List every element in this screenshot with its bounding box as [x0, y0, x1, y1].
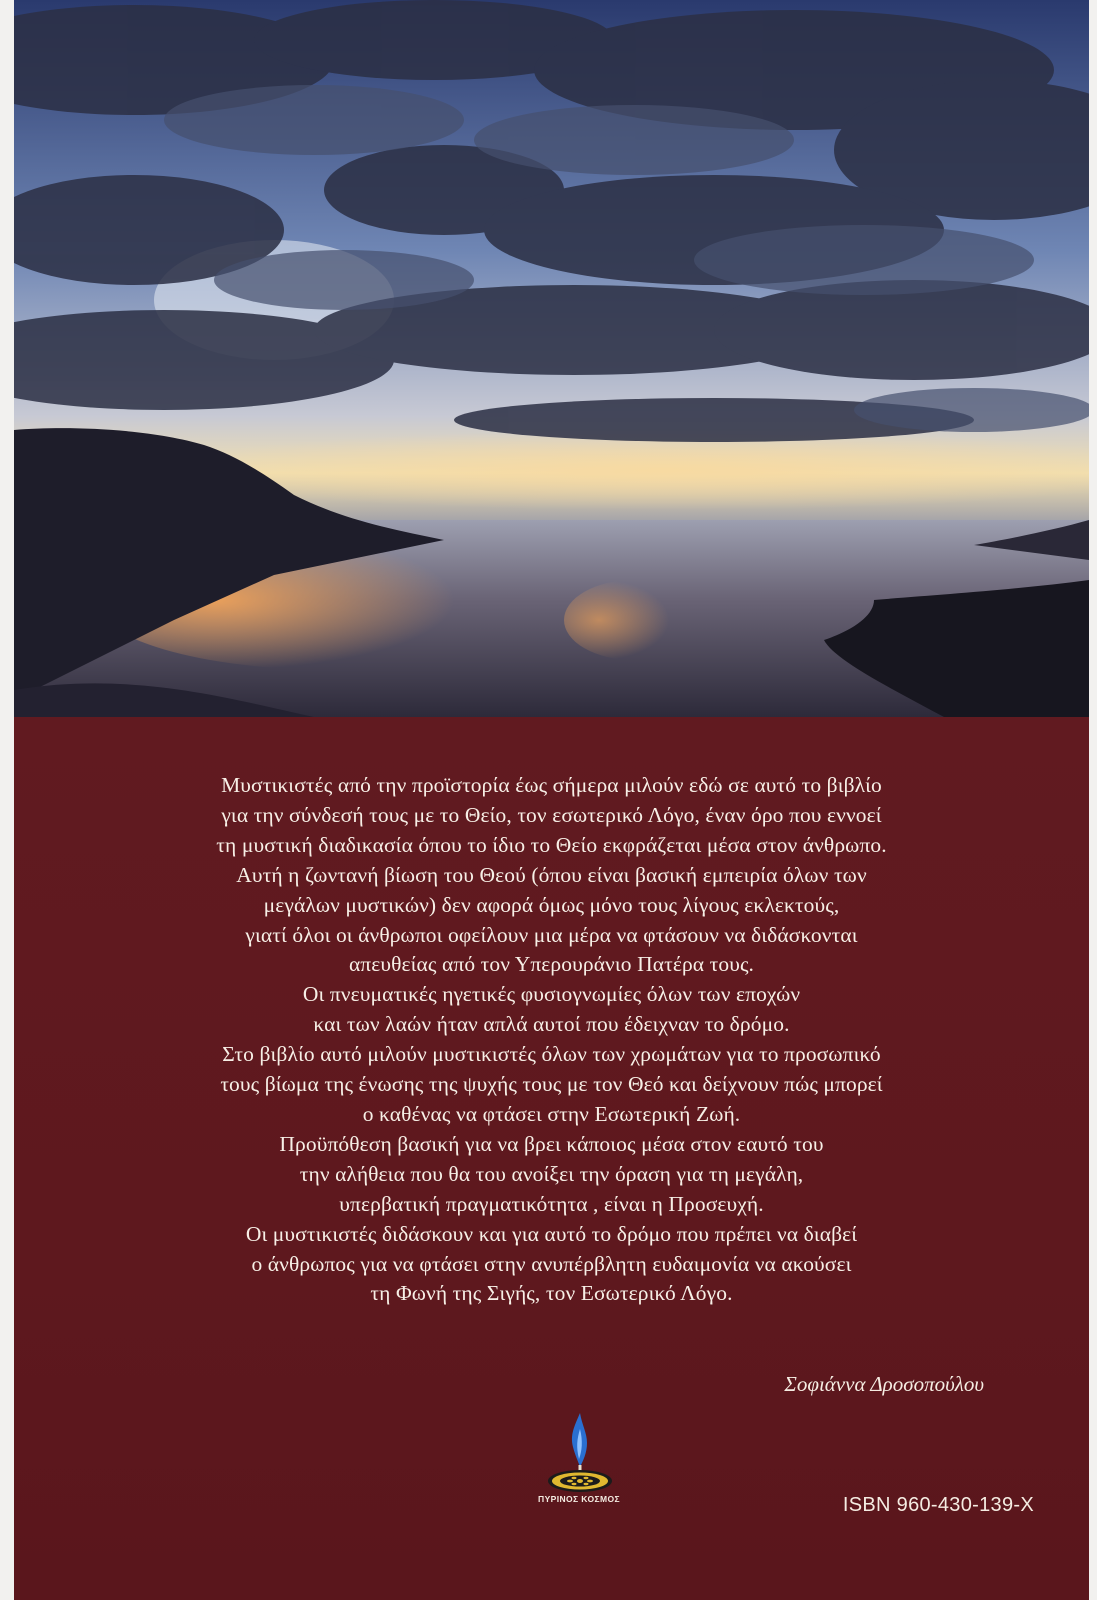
blurb-line: Στο βιβλίο αυτό μιλούν μυστικιστές όλων των χρωμάτων για το προσωπικό	[222, 1042, 881, 1067]
author-name: Σοφιάννα Δροσοπούλου	[784, 1372, 984, 1396]
blurb-line: τους βίωμα της ένωσης της ψυχής τους με τον Θεό και δείχνουν πώς μπορεί	[220, 1072, 883, 1097]
blurb-line: Οι πνευματικές ηγετικές φυσιογνωμίες όλων των εποχών	[302, 982, 801, 1007]
blurb-line: Οι μυστικιστές διδάσκουν και για αυτό το δρόμο που πρέπει να διαβεί	[245, 1221, 858, 1246]
blurb-line: την αλήθεια που θα του ανοίξει την όραση για τη μεγάλη,	[299, 1161, 804, 1186]
isbn-text: ISBN 960-430-139-X	[842, 1494, 1034, 1516]
blurb-line: Αυτή η ζωντανή βίωση του Θεού (όπου είναι βασική εμπειρία όλων των	[236, 862, 867, 887]
blurb-line: ο καθένας να φτάσει στην Εσωτερική Ζωή.	[362, 1101, 741, 1126]
blurb-line: Προϋπόθεση βασική για να βρει κάποιος μέσα στον εαυτό του	[279, 1131, 824, 1156]
blurb-line: Μυστικιστές από την προϊστορία έως σήμερα μιλούν εδώ σε αυτό το βιβλίο	[221, 773, 882, 797]
back-cover	[14, 0, 1089, 1600]
blurb-line: και των λαών ήταν απλά αυτοί που έδειχναν το δρόμο.	[313, 1012, 790, 1037]
blurb-line: απευθείας από τον Υπερουράνιο Πατέρα τους.	[348, 952, 755, 977]
blurb-line: για την σύνδεσή τους με το Θείο, τον εσωτερικό Λόγο, έναν όρο που εννοεί	[221, 802, 882, 827]
text-panel	[14, 717, 1089, 1600]
sunset-lake-photo	[14, 0, 1089, 717]
publisher-name: ΠΥΡΙΝΟΣ ΚΟΣΜΟΣ	[538, 1494, 620, 1504]
blurb-line: ο άνθρωπος για να φτάσει στην ανυπέρβλητη ευδαιμονία να ακούσει	[251, 1251, 852, 1276]
blurb-line: γιατί όλοι οι άνθρωποι οφείλουν μια μέρα να φτάσουν να διδάσκονται	[245, 922, 858, 947]
blurb-line: υπερβατική πραγματικότητα , είναι η Προσευχή.	[339, 1191, 764, 1216]
blurb-line: τη μυστική διαδικασία όπου το ίδιο το Θείο εκφράζεται μέσα στον άνθρωπο.	[216, 832, 887, 857]
blurb-line: τη Φωνή της Σιγής, τον Εσωτερικό Λόγο.	[370, 1281, 733, 1306]
blurb-text	[104, 771, 999, 1309]
blurb-line: μεγάλων μυστικών) δεν αφορά όμως μόνο τους λίγους εκλεκτούς,	[263, 892, 840, 917]
